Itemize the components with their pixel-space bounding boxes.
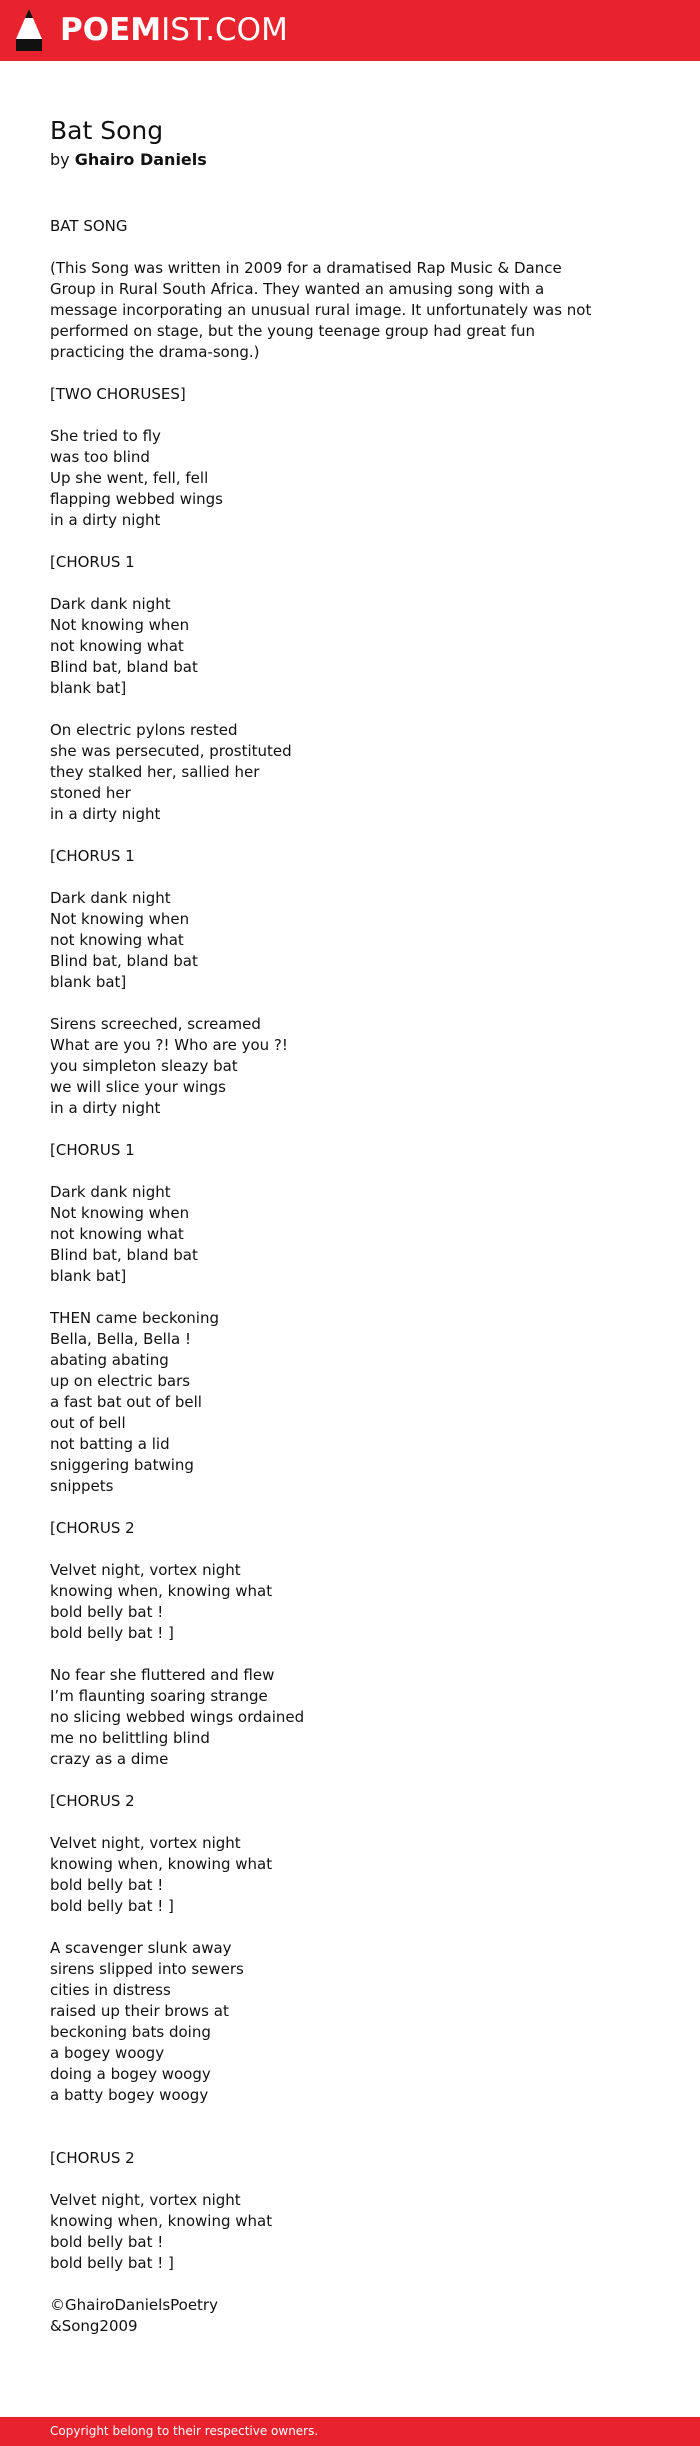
poem-title: Bat Song [50,116,164,145]
byline [50,150,610,170]
site-logo[interactable] [60,12,288,48]
pencil-logo-icon[interactable] [16,9,42,51]
logo-bold-text: POEM [60,12,162,48]
footer-copyright: Copyright belong to their respective owners. [50,2424,319,2438]
by-label: by [50,150,70,169]
poem-container [50,116,610,2337]
site-footer [0,2417,700,2446]
author-name: Ghairo Daniels [74,150,207,169]
logo-thin-text: IST.COM [161,12,288,48]
poem-body: BAT SONG (This Song was written in 2009 for a dramatised Rap Music & Dance Group in Rural South Africa. They wanted an amusing song with a message incorporating an unusual rural image. It unfortunately was not performed on stage, but the young teenage group had great fun practicing the drama-song.) [TWO CHORUSES] She tried to fly was too blind Up she went, fell, fell flapping webbed wings in a dirty night [CHORUS 1 Dark dank night Not knowing when not knowing what Blind bat, bland bat blank bat] On electric pylons rested she was persecuted, prostituted they stalked her, sallied her stoned her in a dirty night [CHORUS 1 Dark dank night Not knowing when not knowing what Blind bat, bland bat blank bat] Sirens screeched, screamed What are you ?! Who are you ?! you simpleton sleazy bat we will slice your wings in a dirty night [CHORUS 1 Dark dank night Not knowing when not knowing what Blind bat, bland bat blank bat] THEN came beckoning Bella, Bella, Bella ! abating abating up on electric bars a fast bat out of bell out of bell not batting a lid sniggering batwing snippets [CHORUS 2 Velvet night, vortex night knowing when, knowing what bold belly bat ! bold belly bat ! ] No fear she fluttered and flew I’m flaunting soaring strange no slicing webbed wings ordained me no belittling blind crazy as a dime [CHORUS 2 Velvet night, vortex night knowing when, knowing what bold belly bat ! bold belly bat ! ] A scavenger slunk away sirens slipped into sewers cities in distress raised up their brows at beckoning bats doing a bogey woogy doing a bogey woogy a batty bogey woogy [CHORUS 2 Velvet night, vortex night knowing when, knowing what bold belly bat ! bold belly bat ! ] ©GhairoDanielsPoetry &Song2009 [50,217,592,2335]
site-header [0,0,700,61]
